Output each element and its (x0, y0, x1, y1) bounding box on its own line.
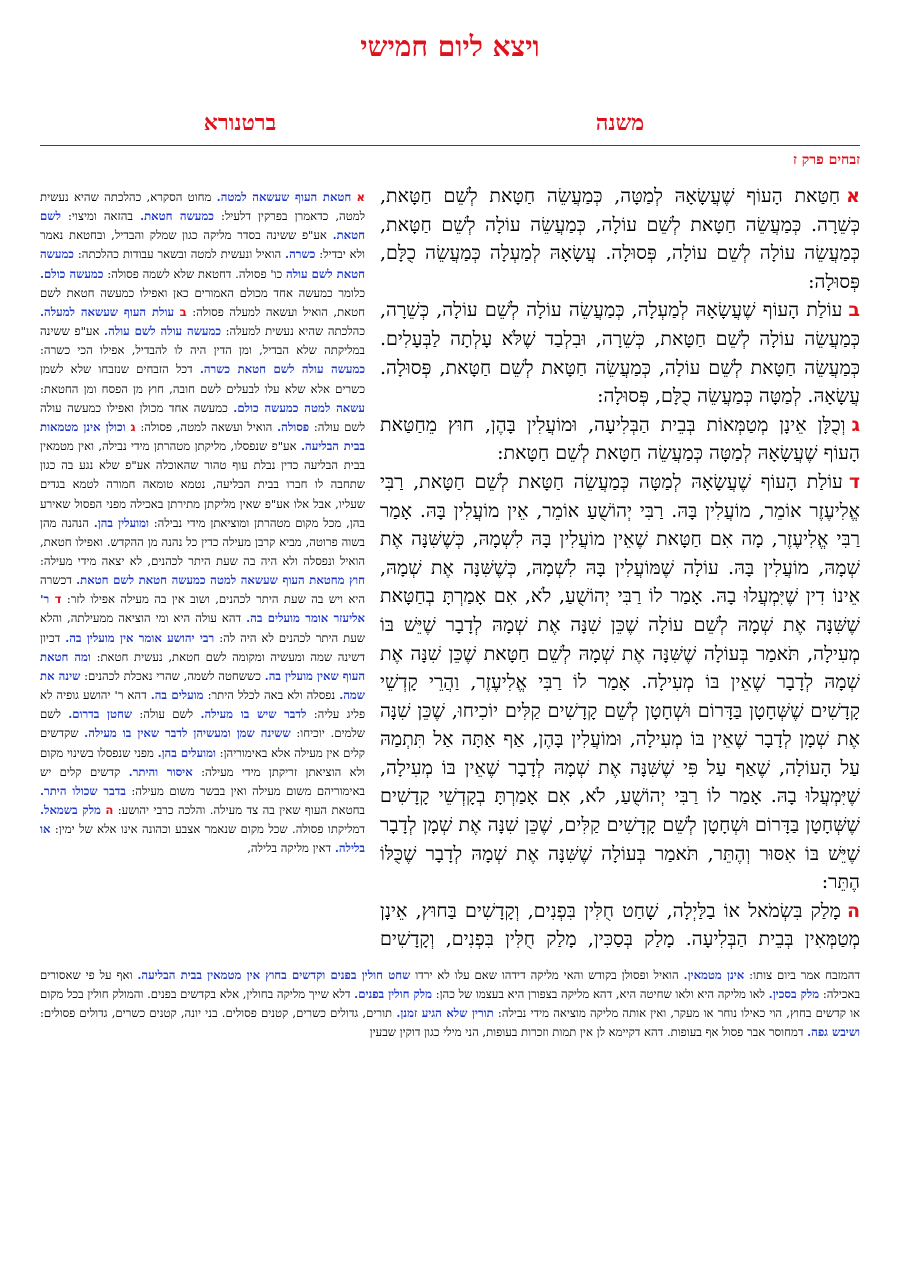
dibbur-hamatchil: כמעשה חטאת. (140, 209, 214, 224)
dibbur-hamatchil: עשאה למטה כמעשה כולם. (233, 400, 365, 415)
commentary-text: דהא עולה היא ומי הוציאה ממעילתה, והלא שעת היתר לכהנים לא היה לה: (40, 611, 365, 645)
commentary-letter: ג (130, 419, 136, 434)
commentary-segment (370, 1025, 860, 1039)
commentary-text: הואיל ונעשית למטה ובשאר עבודות כהלכתה: (77, 247, 282, 262)
commentary-letter: א (356, 190, 365, 204)
commentary-text: בהזאה ומיצוי: (67, 209, 133, 224)
commentary-text: דהא ר' יהושע גופיה לא פליג עליה: (40, 688, 365, 722)
commentary-segment (40, 573, 365, 606)
dibbur-hamatchil: שינה את שמה. (40, 668, 365, 703)
commentary-segment (432, 987, 819, 1001)
commentary-text: שקדשים קלים אין מעילה אלא באימוריהן: (40, 726, 365, 760)
commentary-text: דהמזבח אמר ביום צותו: (749, 968, 860, 982)
dibbur-hamatchil: לשם חטאת. (40, 209, 365, 243)
commentary-text: אע"פ ששינה במליקתה שלא הבדיל, ומן הדין היה לו להבדיל, אפילו הכי כשרה: (40, 324, 365, 358)
dibbur-hamatchil: ושיבש גפה. (807, 1025, 860, 1040)
dibbur-hamatchil: כשרה. (285, 247, 316, 262)
dibbur-hamatchil: ומועלים בהן. (157, 745, 216, 760)
commentary-text: כו' פסולה. דחטאת שלא לשמה פסולה: (107, 266, 283, 281)
commentary-text: דלא שייך מליקה בחולין, אלא בקדשים בפנים. והמולק חולין בכל מקום או קדשים בחוץ, הוי כאילו נוחר או מעקר, ואין אותה מליקה מוציאה מידי נבילה: (40, 987, 860, 1021)
dibbur-hamatchil: כמעשה חטאת לשם עולה (40, 247, 365, 281)
mishna-text: עוֹלַת הָעוֹף שֶׁעֲשָׂאָהּ לְמַעְלָה, כְּמַעֲשֵׂה עוֹלָה לְשֵׁם עוֹלָה, כְּשֵׁרָה, כְּמַעֲשֵׂה עוֹלָה לְשֵׁם חַטָּאת, כְּשֵׁרָה, וּבִלְבַד שֶׁלֹּא עָלְתָה לַבְּעָלִים. כְּמַעֲשֵׂה חַטָּאת לְשֵׁם עוֹלָה, כְּמַעֲשֵׂה חַטָּאת לְשֵׁם חַטָּאת, פְּסוּלָה. עֲשָׂאָהּ. לְמַטָּה כְּמַעֲשֵׂה כֻלָּם, פְּסוּלָה: (380, 299, 860, 408)
mishna-paragraph (380, 468, 860, 897)
commentary-text: דכשרה היא ויש בה שעת היתר לכהנים, ושוב אין בה מעילה אפילו לזר: (40, 573, 365, 607)
commentary-text: אע"פ שנפסלו, מליקתן מטהרתן מידי נבילה, ואין מטמאין בבית הבליעה כדין נבלת עוף טהור שהאוכלה אע"פ שלא נגע בה כגון שתחבה לו חברו בבית הבליעה, נטמא טומאה חמורה לטמא בגדים שעליו, אבל אלו אע"פ שאין מליקתן מתירתן באכילה מפני הפסול שאירע בהן, מכל מקום מטהרתן ומוציאתן מידי נבילה: (40, 439, 365, 530)
commentary-segment (136, 420, 310, 434)
commentary-text: לאו מליקה היא ולאו שחיטה היא, דהא מליקה בצפורן היא בעצמו של כהן: (435, 987, 765, 1002)
dibbur-hamatchil: תורין שלא הגיע זמנן. (396, 1006, 494, 1021)
commentary-text: כמעשה אחד מכולן ואפילו כמעשה עולה לשם עולה: (40, 400, 365, 434)
commentary-segment (74, 247, 315, 261)
mishna-text: וְכֻלָּן אֵינָן מְטַמְּאוֹת בְּבֵית הַבְּלִיעָה, וּמוֹעֲלִין בָּהֶן, חוּץ מֵחַטַּאת הָעוֹף שֶׁעֲשָׂאָהּ לְמַטָּה כְּמַעֲשֵׂה חַטָּאת לְשֵׁם חַטָּאת: (380, 413, 860, 465)
commentary-text: ואף על פי שאסורים באכילה: (40, 968, 860, 1002)
commentary-text: דאין מליקה בלילה, (247, 841, 332, 856)
dibbur-hamatchil: שחטן בדרום. (68, 707, 133, 722)
commentary-segment (40, 362, 365, 395)
commentary-letter: ד (54, 592, 62, 607)
chapter-subheader: זבחים פרק ז (793, 152, 860, 168)
dibbur-hamatchil: ר' אליעזר אומר מועלים בה. (40, 592, 365, 626)
commentary-text: קדשים קלים יש באימוריהם משום מעילה ואין בבשר משום מעילה: (40, 764, 365, 798)
dibbur-hamatchil: לדבר שיש בו מעילה. (200, 707, 307, 722)
mishna-text: חַטַּאת הָעוֹף שֶׁעֲשָׂאָהּ לְמַטָּה, כְּמַעֲשֵׂה חַטָּאת לְשֵׁם חַטָּאת, כְּשֵׁרָה. כְּמַעֲשֵׂה חַטָּאת לְשֵׁם עוֹלָה, כְּמַעֲשֵׂה עוֹלָה לְשֵׁם חַטָּאת, כְּמַעֲשֵׂה עוֹלָה לְשֵׁם עוֹלָה, פְּסוּלָה. עֲשָׂאָהּ לְמַעְלָה כְּמַעֲשֵׂה כֻלָּם, פְּסוּלָה: (380, 185, 860, 293)
commentary-text: דמליקתו פסולה. שכל מקום שנאמר אצבע וכהונה אינו אלא של ימין: (54, 822, 365, 837)
mishna-letter: ה (846, 899, 860, 922)
dibbur-hamatchil: מלק חולין בפנים. (354, 987, 432, 1002)
bartenura-column (40, 188, 365, 958)
dibbur-hamatchil: כמעשה עולה לשם עולה. (104, 324, 222, 339)
dibbur-hamatchil: ששינה שמן ומעשיהן לדבר שאין בו מעילה. (84, 726, 291, 741)
dibbur-hamatchil: ומועלין בהן. (93, 515, 149, 530)
header-divider (40, 145, 860, 146)
commentary-segment (40, 1006, 494, 1020)
mishna-text: מָלַק בִּשְׂמֹאל אוֹ בַלַּיְלָה, שָׁחַט חֻלִּין בִּפְנִים, וְקָדָשִׁים בַּחוּץ, אֵינָן מְטַמְּאִין בְּבֵית הַבְּלִיעָה. מָלַק בְּסַכִּין, מָלַק חֻלִּין בִּפְנִים, וְקָדָשִׁים (380, 899, 860, 951)
commentary-text: לשם שלמים. יוכיחו: (40, 707, 365, 741)
dibbur-hamatchil: שחט חולין בפנים וקדשים בחוץ אין מטמאין בבית הבליעה. (137, 968, 411, 982)
dibbur-hamatchil: בדבר שכולו היתר. (40, 783, 126, 798)
dibbur-hamatchil: מועלים בה. (150, 688, 204, 703)
commentary-text: כלומר כמעשה אחד מכולם האמורים כאן ואפילו כמעשה חטאת לשם חטאת, הואיל ועשאה למעלה פסולה: (40, 285, 365, 319)
commentary-segment (744, 968, 860, 982)
commentary-text: הנהנה מהן בשוה פרוטה, מביא קרבן מעילה כדין כל נהנה מן ההקדש. ואפילו חטאת, הואיל ונפסלה ולא היה בה שעת היתר לכהנים, לא יצאה מידי מעילה: (40, 515, 365, 568)
commentary-text: בחטאת העוף שאין בה צד מעילה. והלכה כרבי יהושע: (117, 803, 365, 817)
mishna-letter: ג (851, 413, 860, 436)
commentary-segment (61, 209, 214, 223)
dibbur-hamatchil: אינן מטמאין. (683, 968, 745, 982)
commentary-text: לשם עולה: (139, 707, 194, 722)
dibbur-hamatchil: עולת העוף שעשאה למעלה. (40, 304, 175, 319)
commentary-text: אע"פ ששינה בסדר מליקה כגון שמלק והבדיל, ובחטאת נאמר ולא יבדיל: (40, 228, 365, 262)
dibbur-hamatchil: או בלילה. (40, 822, 365, 856)
bartenura-continuation (40, 966, 860, 1106)
dibbur-hamatchil: מלק בשמאל. (40, 803, 101, 817)
dibbur-hamatchil: ומה חטאת העוף שאין מועלין בה. (40, 649, 365, 683)
page-title: ויצא ליום חמישי (360, 30, 540, 63)
commentary-text: מחוט הסקרא, כהלכתה שהיא נעשית למטה, כדאמרן בפרקין דלעיל: (40, 190, 365, 224)
commentary-text: דמחוסר אבר פסול אף בעופות. דהא דקיימא לן אין תמות וזכרות בעופות, הני מילי כגון דוקין שבעין (369, 1025, 804, 1040)
dibbur-hamatchil: חטאת העוף שעשאה למטה. (216, 190, 352, 204)
mishna-paragraph (380, 182, 860, 296)
dibbur-hamatchil: וכולן אינן מטמאות בבית הבליעה. (40, 419, 365, 454)
mishna-header: משנה (595, 110, 645, 136)
mishna-text: עוֹלַת הָעוֹף שֶׁעֲשָׂאָהּ לְמַטָּה כְּמַעֲשֵׂה חַטָּאת לְשֵׁם חַטָּאת, רַבִּי אֱלִיעֶזֶר אוֹמֵר, מוֹעֲלִין בָּהּ. רַבִּי יְהוֹשֻׁעַ אוֹמֵר, אֵין מוֹעֲלִין בָּהּ. אָמַר רַבִּי אֱלִיעֶזֶר, מָה אִם חַטָּאת שֶׁאֵין מוֹעֲלִין בָּהּ לִשְׁמָהּ, כְּשֶׁשִּׁנָּה אֶת שְׁמָהּ, מוֹעֲלִין בָּהּ. עוֹלָה שֶׁמּוֹעֲלִין בָּהּ לִשְׁמָהּ, כְּשֶׁשִּׁנָּה אֶת שְׁמָהּ, אֵינוֹ דִין שֶׁיִּמְעֲלוּ בָהּ. אָמַר לוֹ רַבִּי יְהוֹשֻׁעַ, לֹא, אִם אָמַרְתָּ בְחַטָּאת שֶׁשִּׁנָּה אֶת שְׁמָהּ לְשֵׁם עוֹלָה שֶׁכֵּן שִׁנָּה אֶת שְׁמָהּ לְדָבָר שֶׁיֵּשׁ בּוֹ מְעִילָה, תֹּאמַר בְּעוֹלָה שֶׁשִּׁנָּה אֶת שְׁמָהּ לְשֵׁם חַטָּאת שֶׁכֵּן שִׁנָּה אֶת שְׁמָהּ לְדָבָר שֶׁאֵין בּוֹ מְעִילָה. אָמַר לוֹ רַבִּי אֱלִיעֶזֶר, וַהֲרֵי קָדְשֵׁי קָדָשִׁים שֶׁשְּׁחָטָן בַּדָּרוֹם וּשְׁחָטָן לְשֵׁם קָדָשִׁים קַלִּים יוֹכִיחוּ, שֶׁכֵּן שִׁנָּה אֶת שְׁמָן לְדָבָר שֶׁאֵין בּוֹ מְעִילָה, וּמוֹעֲלִין בָּהֶן, אַף אַתָּה אַל תִּתְמַהּ עַל הָעוֹלָה, שֶׁאַף עַל פִּי שֶׁשִּׁנָּה אֶת שְׁמָהּ לְדָבָר שֶׁאֵין בּוֹ מְעִילָה, שֶׁיִּמְעֲלוּ בָהּ. אָמַר לוֹ רַבִּי יְהוֹשֻׁעַ, לֹא, אִם אָמַרְתָּ בְקָדְשֵׁי קָדָשִׁים שֶׁשְּׁחָטָן בַּדָּרוֹם וּשְׁחָטָן לְשֵׁם קָדָשִׁים קַלִּים, שֶׁכֵּן שִׁנָּה אֶת שְׁמָן לְדָבָר שֶׁיֵּשׁ בּוֹ אִסּוּר וְהֶתֵּר, תֹּאמַר בְּעוֹלָה שֶׁשִּׁנָּה אֶת שְׁמָהּ לְדָבָר שֶׁכֻּלּוֹ הֶתֵּר: (380, 470, 860, 894)
dibbur-hamatchil: רבי יהושע אומר אין מועלין בה. (65, 630, 215, 645)
commentary-text: מפני שנפסלו בשינוי מקום ולא הוציאתן זריקתן מידי מעילה: (40, 745, 365, 779)
commentary-segment (132, 707, 306, 721)
commentary-text: כששחטה לשמה, שהרי נאכלת לכהנים: (84, 668, 261, 683)
commentary-segment (40, 420, 365, 530)
dibbur-hamatchil: פסולה. (277, 419, 310, 434)
commentary-text: דכיון דשינה שמה ומעשיה ומקומה לשם חטאת, נעשית חטאת: (40, 630, 365, 664)
mishna-letter: ד (848, 470, 860, 493)
mishna-paragraph (380, 296, 860, 410)
commentary-segment (410, 968, 744, 982)
dibbur-hamatchil: איסור והיתר. (128, 764, 193, 779)
mishna-paragraph (380, 897, 860, 952)
commentary-text: הואיל ועשאה למטה, פסולה: (140, 419, 273, 434)
commentary-text: תורים, גדולים כשרים, קטנים פסולים. בני יונה, קטנים כשרים, גדולים פסולים: (40, 1006, 393, 1021)
mishna-letter: ב (848, 299, 860, 322)
mishna-column (380, 182, 860, 952)
commentary-text: דכל הזבחים שנזבחו שלא לשמן כשרים אלא שלא עלו לבעלים לשם חובה, חוץ מן הפסח ומן החטאת: (40, 362, 365, 396)
dibbur-hamatchil: כמעשה כולם. (40, 266, 104, 281)
dibbur-hamatchil: חוץ מחטאת העוף שעשאה למטה כמעשה חטאת לשם חטאת. (76, 573, 365, 588)
bartenura-header: ברטנורא (203, 110, 277, 136)
mishna-letter: א (846, 185, 860, 207)
dibbur-hamatchil: מלק בסכין. (768, 987, 820, 1002)
commentary-letter: ה (105, 803, 114, 817)
mishna-paragraph (380, 411, 860, 468)
commentary-text: נפסלה ולא באה לכלל היתר: (207, 688, 336, 703)
commentary-letter: ב (179, 304, 187, 319)
dibbur-hamatchil: כמעשה עולה לשם חטאת כשרה. (199, 362, 365, 377)
commentary-text: כהלכתה שהיא נעשית למעלה: (225, 324, 365, 339)
commentary-text: הואיל ופסולן בקודש והאי מליקה דידהו שאם עלו לא ירדו (415, 968, 679, 982)
